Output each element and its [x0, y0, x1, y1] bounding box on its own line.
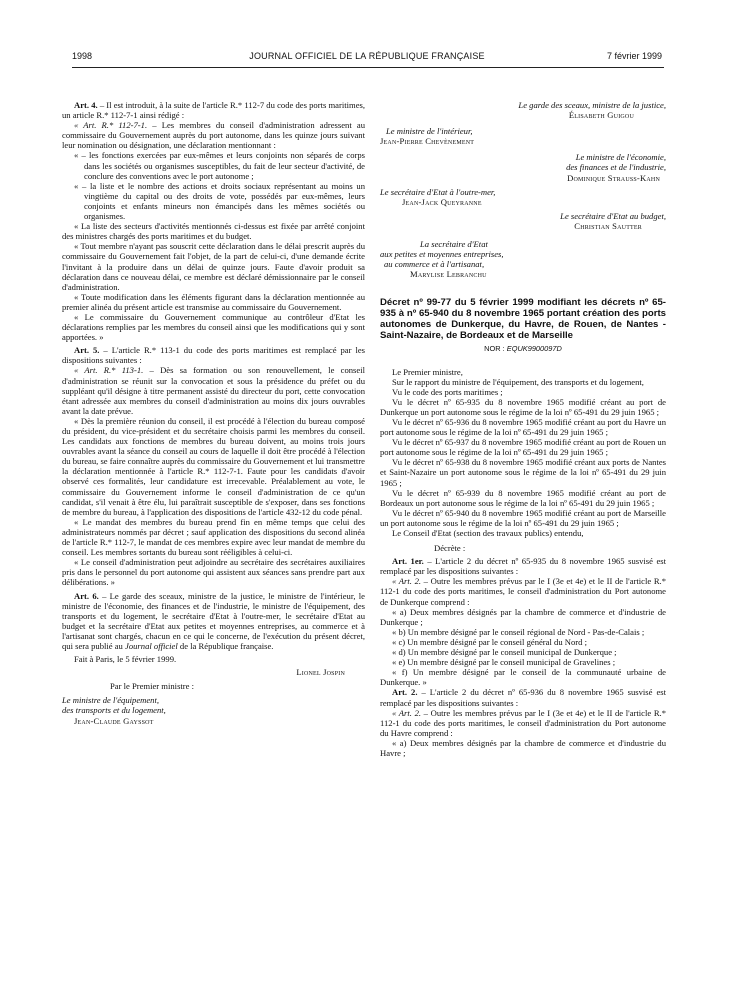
article-4-para-5: « Toute modification dans les éléments figurant dans la déclaration mentionnée au premier alinéa du présent article est transmise au commissaire du Gouvernement. — [62, 291, 365, 312]
article-5-quote-text: – Dès sa formation ou son renouvellement, le conseil d'administration se réunit sur la convocation et sous la présidence du préfet ou du suppléant qu'il désigne à titre permanent assisté du directeur du port, cette convocation étant adressée aux membres du conseil d'administration au moins dix jours ouvrables avant la date prévue. — [62, 365, 365, 416]
article-1-quote-text: – Outre les membres prévus par le I (3e et 4e) et le II de l'article R.* 112-1 du code des ports maritimes, le conseil d'administration du Port autonome de Dunkerque comprend : — [380, 576, 666, 607]
left-column — [62, 100, 365, 726]
page-number: 1998 — [72, 51, 93, 61]
article-5-para-2: « Dès la première réunion du conseil, il est procédé à l'élection du bureau composé du président, du vice-président et du secrétaire choisis parmi les membres du conseil. Les candidats aux fonctions de membres du bureau doivent, au moins trois jours ouvrables avant la séance du conseil au cours de laquelle il doit être procédé à l'élection du bureau, se faire connaître auprès du commissaire du Gouvernement et lui transmettre la déclaration mentionnée à l'article R.* 112-7-1. Faute pour les candidats d'avoir observé ces formalités, leur candidature est irrecevable. Préalablement au vote, le commissaire du Gouvernement informe le conseil d'administration de ce qu'un candidat, s'il venait à être élu, lui paraîtrait susceptible de s'exposer, dans ses fonctions de membre du bureau, à l'application des dispositions de l'article 432-12 du code pénal. — [62, 415, 365, 517]
nor-reference — [380, 344, 666, 354]
article-1-intro — [380, 556, 666, 576]
article-1-label: Art. 1er. — [392, 556, 424, 567]
vu-decret-2: Vu le décret nº 65-936 du 8 novembre 1965 modifié créant au port du Havre un port autonome sous le régime de la loi nº 65-491 du 29 juin 1965 ; — [380, 416, 666, 438]
article-6-text: – Le garde des sceaux, ministre de la justice, le ministre de l'intérieur, le ministre de l'économie, des finances et de l'industrie, le ministre de l'équipement, des transports et du logement, le secrétaire d'Etat à l'outre-mer, le secrétaire d'Etat au budget et la secrétaire d'Etat aux petites et moyennes entreprises, au commerce et à l'artisanat sont chargés, chacun en ce qui le concerne, de l'exécution du présent décret, qui sera publié au — [62, 590, 365, 651]
pme-title-2: aux petites et moyennes entreprises, — [380, 249, 504, 260]
article-5-quote — [62, 365, 365, 415]
article-5-para-3: « Le mandat des membres du bureau prend fin en même temps que celui des administrateurs nommés par décret ; sauf application des dispositions du second alinéa de l'article R.* 112-7, le mandat de ces membres expire avec leur mandat de membre du conseil. Les membres sortants du bureau sont rééligibles à celui-ci. — [62, 516, 365, 558]
article-1-item-b: « b) Un membre désigné par le conseil régional de Nord - Pas-de-Calais ; — [392, 626, 645, 637]
nor-code: EQUK9900097D — [506, 344, 562, 354]
article-1-quote — [380, 576, 666, 606]
article-ref-label: « Art. R.* 113-1. — [74, 365, 144, 376]
article-1-item-d: « d) Un membre désigné par le conseil municipal de Dunkerque ; — [392, 647, 617, 658]
article-ref-label: « Art. R.* 112-7-1. — [74, 120, 148, 131]
journal-officiel-ref: Journal officiel — [125, 640, 178, 651]
outre-mer-name: Jean-Jack Queyranne — [402, 196, 482, 207]
prime-minister-name: Lionel Jospin — [296, 667, 345, 678]
article-1-item-e: « e) Un membre désigné par le conseil municipal de Gravelines ; — [392, 657, 616, 668]
article-6-text-end: de la République française. — [177, 640, 274, 651]
article-5-label: Art. 5. — [74, 345, 100, 356]
vu-decret-3: Vu le décret nº 65-937 du 8 novembre 1965 modifié créant au port de Rouen un port autonome sous le régime de la loi nº 65-491 du 29 juin 1965 ; — [380, 437, 666, 458]
article-4-bullet-2: « – la liste et le nombre des actions et droits sociaux représentant au moins un vingtième du capital ou des droits de vote, possédés par eux-mêmes, leurs conjoints et enfants mineurs non émancipés dans les mêmes sociétés ou organismes. — [74, 180, 365, 222]
article-1-item-a: « a) Deux membres désignés par la chambre de commerce et d'industrie de Dunkerque ; — [380, 606, 666, 627]
article-4-bullet-1: « – les fonctions exercées par eux-mêmes et leurs conjoints non séparés de corps dans les sociétés ou organismes susceptibles, du fait de leur secteur d'activité, de conclure des conventions avec le port autonome ; — [74, 150, 365, 181]
article-6-label: Art. 6. — [74, 590, 99, 601]
article-2-quote — [380, 708, 666, 738]
vu-decret-4: Vu le décret nº 65-938 du 8 novembre 1965 modifié créant aux ports de Nantes et Saint-Nazaire un port autonome sous le régime de la loi nº 65-491 du 29 juin 1965 ; — [380, 457, 666, 488]
decrete: Décrète : — [434, 543, 466, 554]
garde-name: Élisabeth Guigou — [568, 110, 634, 121]
conseil-etat: Le Conseil d'Etat (section des travaux publics) entendu, — [392, 528, 584, 538]
interieur-name: Jean-Pierre Chevènement — [380, 136, 475, 147]
article-4-label: Art. 4. — [74, 100, 98, 110]
vu-decret-5: Vu le décret nº 65-939 du 8 novembre 1965 modifié créant au port de Bordeaux un port autonome sous le régime de la loi nº 65-491 du 29 juin 1965 ; — [380, 487, 666, 508]
article-1-item-f: « f) Un membre désigné par le conseil de la communauté urbaine de Dunkerque. » — [380, 667, 666, 688]
minister-equipement-title-2: des transports et du logement, — [62, 705, 166, 716]
article-5-intro — [62, 345, 365, 365]
issue-date: 7 février 1999 — [606, 51, 662, 61]
budget-title: Le secrétaire d'Etat au budget, — [560, 210, 666, 221]
article-1-item-c: « c) Un membre désigné par le conseil général du Nord ; — [392, 636, 587, 647]
eco-title-1: Le ministre de l'économie, — [575, 152, 666, 163]
minister-equipement-name: Jean-Claude Gayssot — [74, 715, 154, 726]
pme-title-3: au commerce et à l'artisanat, — [384, 259, 485, 270]
article-1-text: – L'article 2 du décret nº 65-935 du 8 novembre 1965 susvisé est remplacé par les dispositions suivantes : — [380, 556, 666, 577]
article-6 — [62, 591, 365, 652]
article-2-quote-text: – Outre les membres prévus par le I (3e et 4e) et le II de l'article R.* 112-1 du code des ports maritimes, le conseil d'administration du Port autonome du Havre comprend : — [380, 707, 666, 738]
article-5-text: – L'article R.* 113-1 du code des ports maritimes est remplacé par les dispositions suivantes : — [62, 345, 365, 366]
par-premier-ministre: Par le Premier ministre : — [110, 681, 195, 692]
vu-decret-6: Vu le décret nº 65-940 du 8 novembre 1965 modifié créant au port de Marseille un port autonome sous le régime de la loi nº 65-491 du 29 juin 1965 ; — [380, 507, 666, 528]
article-ref-label: « Art. 2. — [392, 576, 422, 587]
premier-ministre: Le Premier ministre, — [392, 366, 463, 377]
article-4-intro — [62, 100, 365, 120]
garde-title: Le garde des sceaux, ministre de la justice, — [518, 100, 666, 110]
article-4-quote-text: – Les membres du conseil d'administration adressent au commissaire du Gouvernement auprès du port autonome, dans les quinze jours suivant leur nomination ou désignation, une déclaration mentionnant : — [62, 120, 365, 151]
article-2-text: – L'article 2 du décret nº 65-936 du 8 novembre 1965 susvisé est remplacé par les dispositions suivantes : — [380, 687, 667, 708]
sur-le-rapport: Sur le rapport du ministre de l'équipement, des transports et du logement, — [392, 376, 644, 387]
vu-decret-1: Vu le décret nº 65-935 du 8 novembre 1965 modifié créant au port de Dunkerque un port autonome sous le régime de la loi nº 65-491 du 29 juin 1965 ; — [380, 396, 666, 417]
article-5-para-4: « Le conseil d'administration peut adjoindre au secrétaire des secrétaires auxiliaires pris dans le personnel du port autonome qui assistent aux séances sans prendre part aux délibérations. » — [62, 557, 365, 588]
article-4-para-6: « Le commissaire du Gouvernement communique au contrôleur d'Etat les déclarations remplies par les membres du conseil ainsi que les modifications qui y sont apportées. » — [62, 311, 365, 343]
eco-name: Dominique Strauss-Kahn — [567, 172, 660, 183]
outre-mer-title: Le secrétaire d'Etat à l'outre-mer, — [380, 186, 496, 197]
pme-name: Marylise Lebranchu — [410, 269, 487, 280]
fait-a-paris: Fait à Paris, le 5 février 1999. — [74, 654, 177, 665]
journal-title: JOURNAL OFFICIEL DE LA RÉPUBLIQUE FRANÇAISE — [249, 51, 485, 61]
pme-title-1: La secrétaire d'Etat — [420, 239, 488, 250]
article-4-quote — [62, 120, 365, 150]
header-rule — [72, 67, 664, 68]
article-4-para-3: « La liste des secteurs d'activités mentionnés ci-dessus est fixée par arrêté conjoint des ministres chargés des ports maritimes et du budget. — [62, 221, 365, 242]
vu-code: Vu le code des ports maritimes ; — [392, 386, 503, 397]
article-ref-label: « Art. 2. — [392, 707, 422, 718]
eco-title-2: des finances et de l'industrie, — [566, 162, 666, 173]
decree-title: Décret nº 99-77 du 5 février 1999 modifiant les décrets nº 65-935 à nº 65-940 du 8 novembre 1965 portant création des ports autonomes de Dunkerque, du Havre, de Rouen, de Nantes - Saint-Nazaire, de Bordeaux et de Marseille — [380, 297, 666, 342]
article-2-label: Art. 2. — [392, 687, 418, 698]
article-2-intro — [380, 687, 666, 707]
minister-equipement-title-1: Le ministre de l'équipement, — [62, 695, 159, 706]
page-header — [72, 51, 662, 65]
budget-name: Christian Sautter — [574, 220, 642, 231]
interieur-title: Le ministre de l'intérieur, — [386, 126, 473, 137]
article-2-item-a: « a) Deux membres désignés par la chambre de commerce et d'industrie du Havre ; — [380, 737, 666, 758]
nor-label: NOR : — [484, 344, 507, 354]
article-4-para-4: « Tout membre n'ayant pas souscrit cette déclaration dans le délai prescrit auprès du commissaire du Gouvernement fait l'objet, de la part de celui-ci, d'une demande écrite l'invitant à la produire dans un délai de quinze jours. Faute d'avoir produit sa déclaration dans ce nouveau délai, ce membre est déclaré démissionnaire par le conseil d'administration. — [62, 241, 365, 292]
article-4-text: – Il est introduit, à la suite de l'article R.* 112-7 du code des ports maritimes, un article R.* 112-7-1 ainsi rédigé : — [62, 100, 366, 121]
right-column — [380, 100, 666, 758]
